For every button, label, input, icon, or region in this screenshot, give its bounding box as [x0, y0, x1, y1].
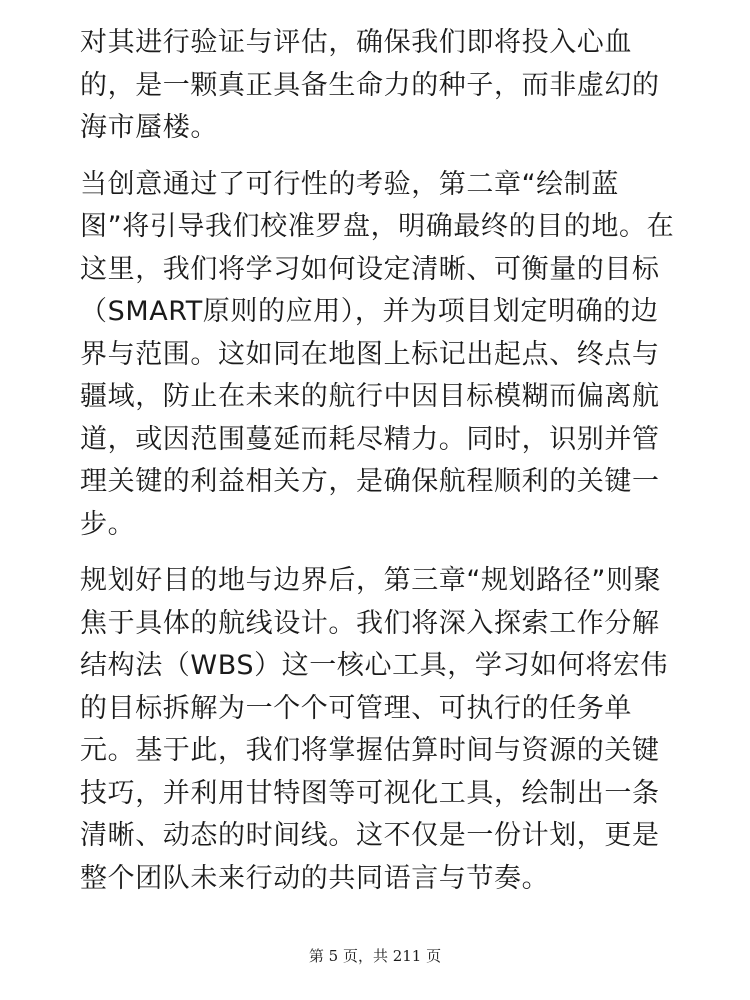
body-text: [80, 22, 678, 914]
page-number-footer: 第 5 页，共 211 页: [308, 947, 442, 965]
paragraph-1: 对其进行验证与评估，确保我们即将投入心血的，是一颗真正具备生命力的种子，而非虚幻的海市蜃楼。: [80, 27, 660, 143]
paragraph-3: 规划好目的地与边界后，第三章“规划路径”则聚焦于具体的航线设计。我们将深入探索工作分解结构法（WBS）这一核心工具，学习如何将宏伟的目标拆解为一个个可管理、可执行的任务单元。基于此，我们将掌握估算时间与资源的关键技巧，并利用甘特图等可视化工具，绘制出一条清晰、动态的时间线。这不仅是一份计划，更是整个团队未来行动的共同语言与节奏。: [80, 565, 669, 894]
paragraph-2: 当创意通过了可行性的考验，第二章“绘制蓝图”将引导我们校准罗盘，明确最终的目的地。在这里，我们将学习如何设定清晰、可衡量的目标（SMART原则的应用），并为项目划定明确的边界与范围。这如同在地图上标记出起点、终点与疆域，防止在未来的航行中因目标模糊而偏离航道，或因范围蔓延而耗尽精力。同时，识别并管理关键的利益相关方，是确保航程顺利的关键一步。: [80, 168, 675, 540]
